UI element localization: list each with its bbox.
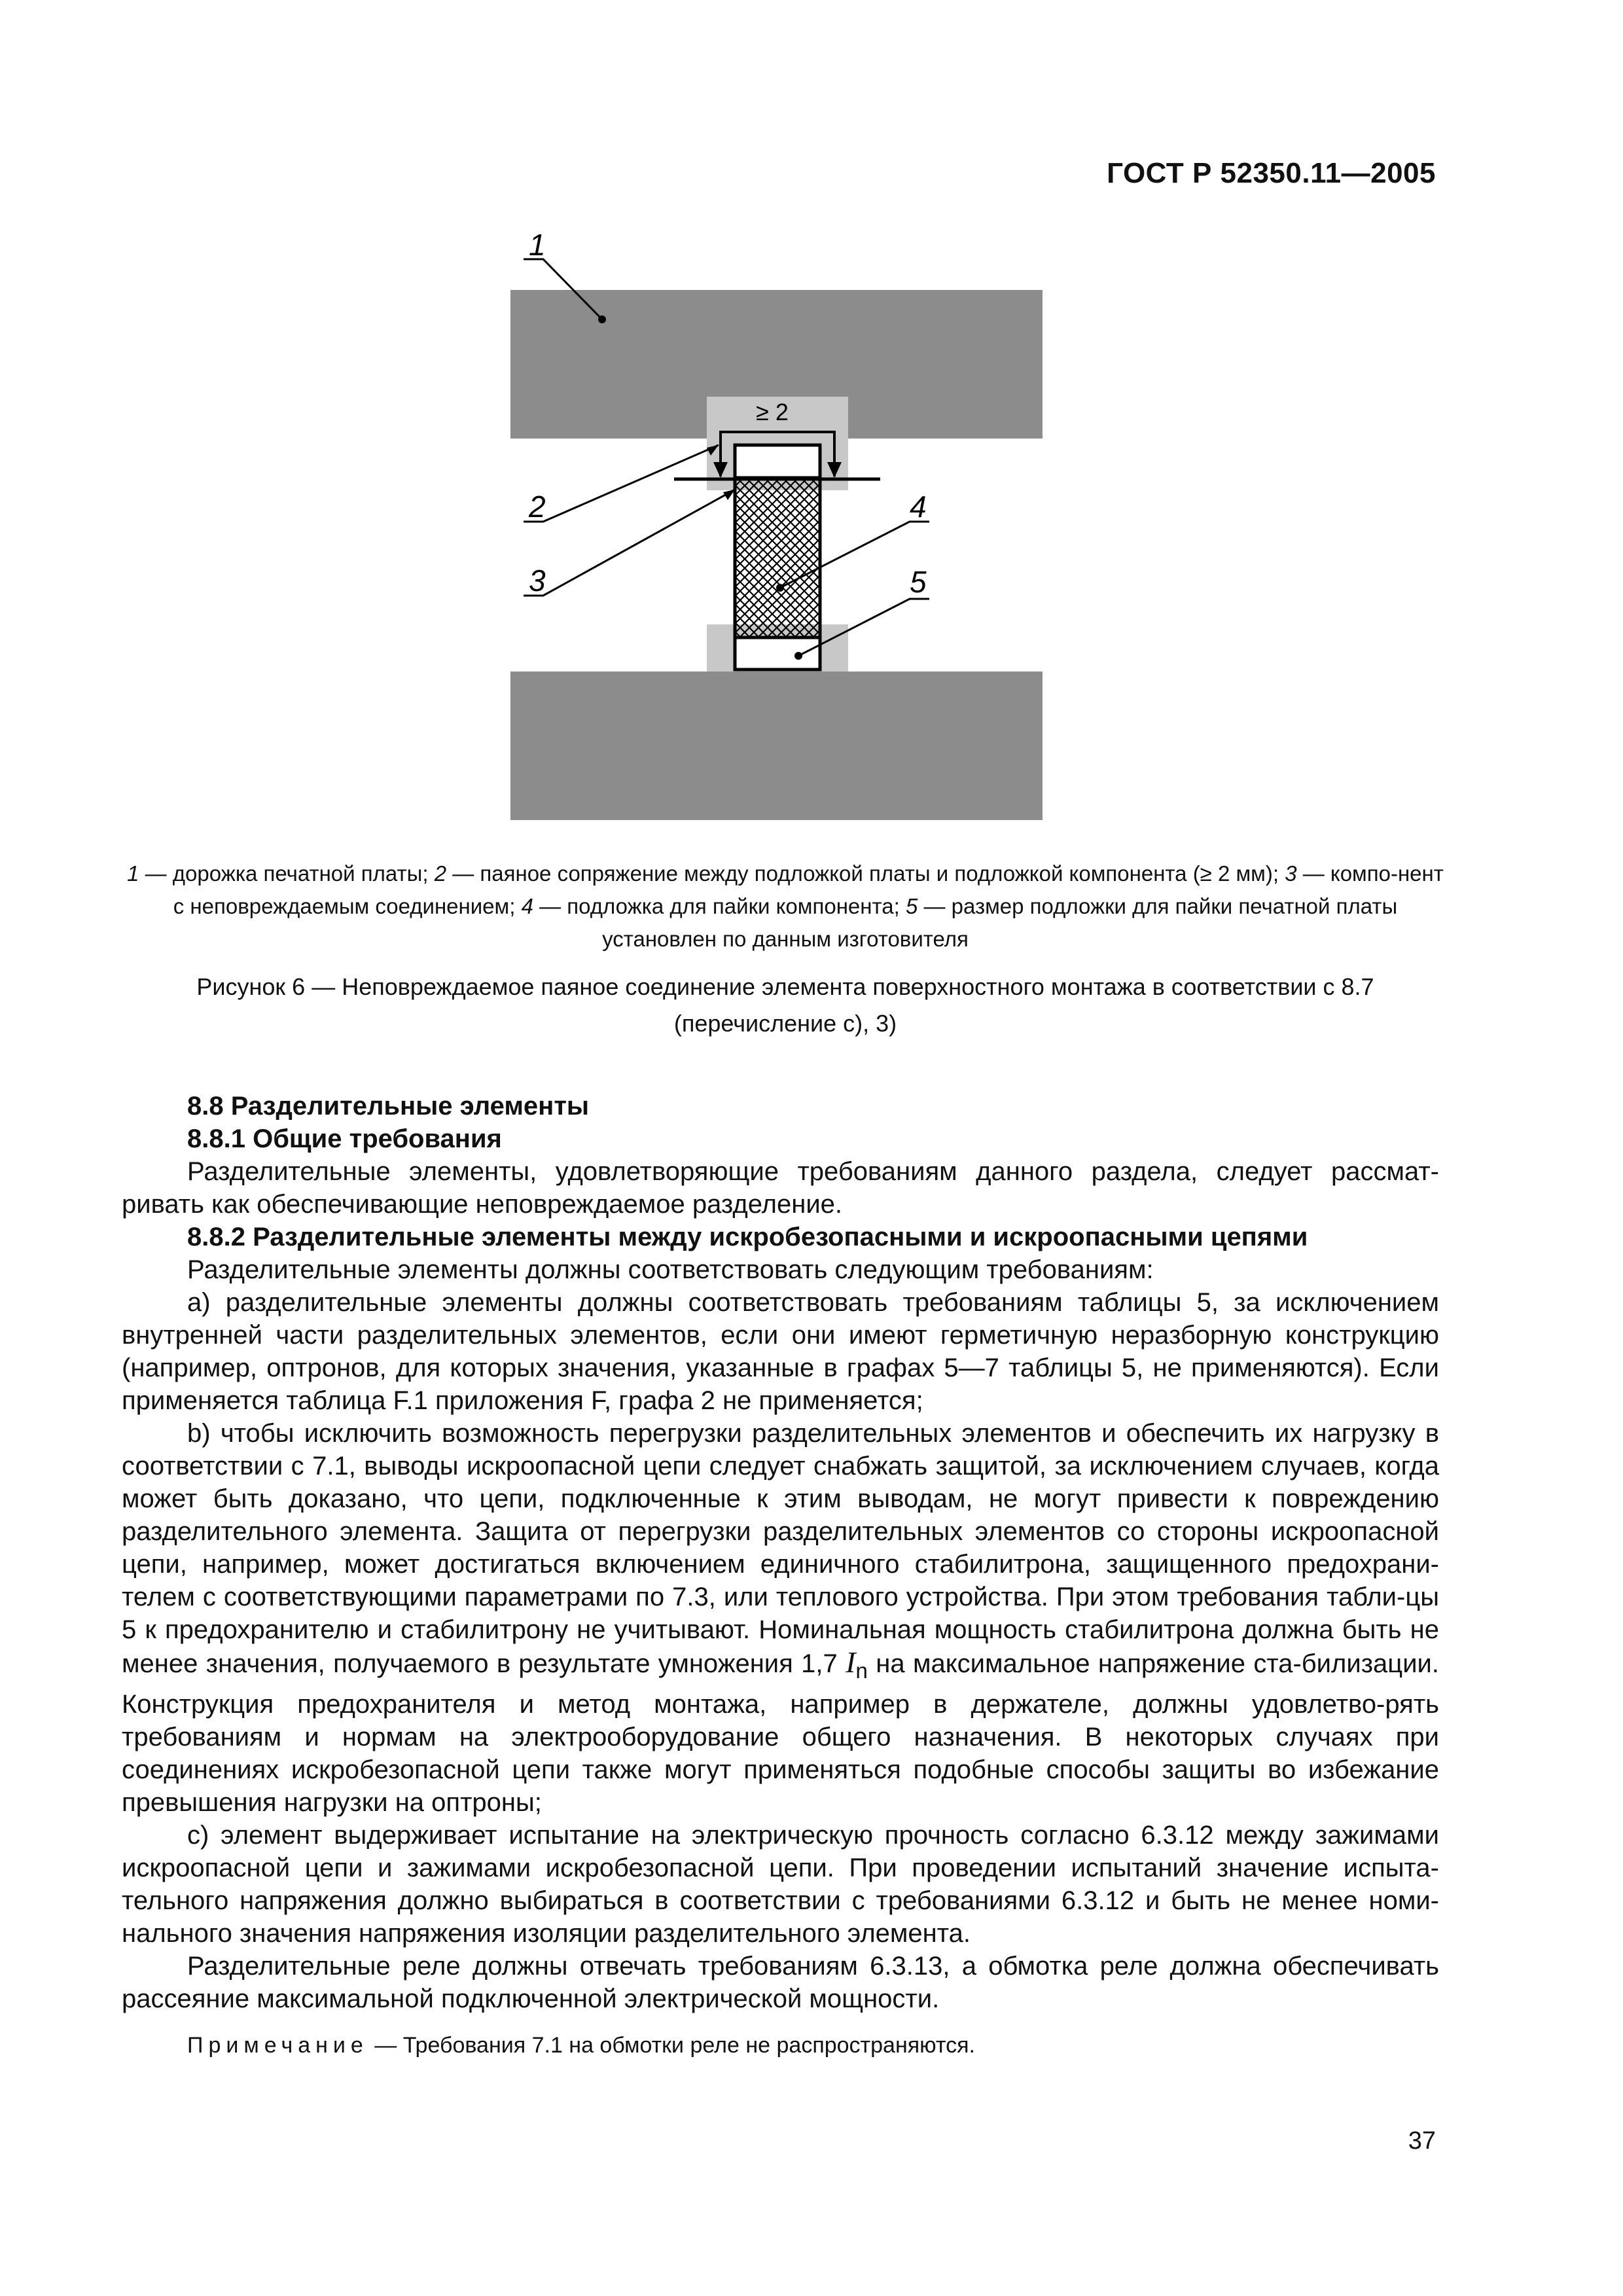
page-number: 37 [1408, 2127, 1436, 2155]
heading-8-8-2: 8.8.2 Разделительные элементы между искробезопасными и искроопасными цепями [187, 1223, 1308, 1251]
figure-label-3: 3 [529, 564, 546, 598]
figure-caption-line2: (перечисление c), 3) [673, 1010, 897, 1037]
heading-8-8: 8.8 Разделительные элементы [187, 1092, 590, 1121]
figure-label-5: 5 [910, 565, 927, 599]
section-body [122, 1090, 1439, 2061]
component-bottom-termination [735, 637, 820, 670]
figure-caption [124, 969, 1446, 1042]
paragraph-8-8-1: Разделительные элементы, удовлетворяющие требованиям данного раздела, следует рассмат-ривать как обеспечивающие неповреждаемое разделение. [122, 1157, 1439, 1219]
document-code: ГОСТ Р 52350.11—2005 [1107, 157, 1436, 189]
solder-joint-figure [497, 229, 1086, 825]
figure-label-1: 1 [529, 229, 546, 262]
bottom-pcb-trace [510, 672, 1043, 820]
component-body-hatched [735, 478, 820, 637]
figure-label-4: 4 [910, 490, 927, 524]
component-top-termination [735, 445, 820, 478]
dimension-label: ≥ 2 [756, 399, 789, 425]
list-item-c: c) элемент выдерживает испытание на электрическую прочность согласно 6.3.12 между зажимами искроопасной цепи и зажимами искробезопасной цепи. При проведении испытаний значение испыта-тельного напряжения должно выбираться в соответствии с требованиями 6.3.12 и быть не менее номи-нального значения напряжения изоляции разделительного элемента. [122, 1821, 1439, 1948]
heading-8-8-1: 8.8.1 Общие требования [187, 1124, 502, 1153]
figure-legend: 1 — дорожка печатной платы; 2 — паяное сопряжение между подложкой платы и подложкой компонента (≥ 2 мм); 3 — компо-нент с неповреждаемым соединением; 4 — подложка для пайки компонента; 5 — размер подложки для пайки печатной платы установлен по данным изготовителя [127, 861, 1444, 951]
paragraph-relay: Разделительные реле должны отвечать требованиям 6.3.13, а обмотка реле должна обеспечивать рассеяние максимальной подключенной электрической мощности. [122, 1952, 1439, 2013]
list-item-a: a) разделительные элементы должны соответствовать требованиям таблицы 5, за исключением внутренней части разделительных элементов, если они имеют герметичную неразборную конструкцию (например, оптронов, для которых значения, указанные в графах 5—7 таблицы 5, не применяются). Если применяется таблица F.1 приложения F, графа 2 не применяется; [122, 1288, 1439, 1415]
note: Примечание — Требования 7.1 на обмотки реле не распространяются. [187, 2033, 975, 2058]
figure-label-2: 2 [529, 490, 546, 524]
figure-caption-line1: Рисунок 6 — Неповреждаемое паяное соединение элемента поверхностного монтажа в соответствии с 8.7 [196, 973, 1374, 1000]
list-item-b: b) чтобы исключить возможность перегрузки разделительных элементов и обеспечить их нагрузку в соответствии с 7.1, выводы искроопасной цепи следует снабжать защитой, за исключением случаев, когда может быть доказано, что цепи, подключенные к этим выводам, не могут привести к повреждению разделительного элемента. Защита от перегрузки разделительных элементов со стороны искроопасной цепи, например, может достигаться включением единичного стабилитрона, защищенного предохрани-телем с соответствующими параметрами по 7.3, или теплового устройства. При этом требования табли-цы 5 к предохранителю и стабилитрону не учитывают. Номинальная мощность стабилитрона должна быть не менее значения, получаемого в результате умножения 1,7 $I_n$ на максимальное напряжение ста-билизации. Конструкция предохранителя и метод монтажа, например в держателе, должны удовлетво-рять требованиям и нормам на электрооборудование общего назначения. В некоторых случаях при соединениях искробезопасной цепи также могут применяться подобные способы защиты во избежание превышения нагрузки на оптроны; [122, 1419, 1439, 1817]
figure-drawing [497, 229, 1086, 825]
paragraph-intro: Разделительные элементы должны соответствовать следующим требованиям: [187, 1255, 1154, 1284]
